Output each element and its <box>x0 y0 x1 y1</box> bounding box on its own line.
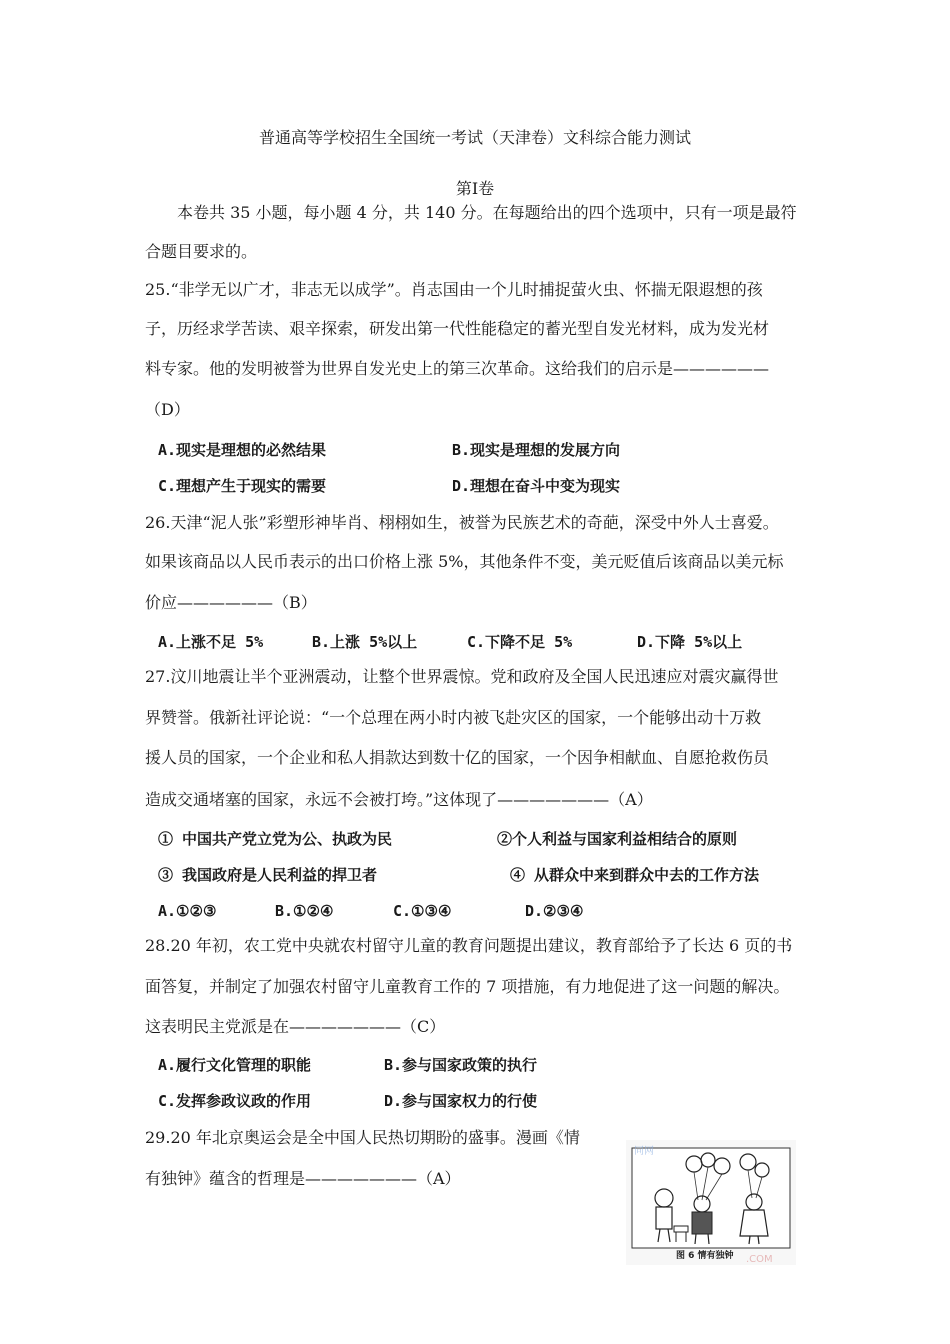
q28-option-a: A.履行文化管理的职能 <box>158 1056 312 1074</box>
q27-line-3: 援人员的国家，一个企业和私人捐款达到数十亿的国家，一个因争相献血、自愿抢救伤员 <box>145 748 770 767</box>
q27-item-2: ②个人利益与国家利益相结合的原则 <box>497 830 738 848</box>
q25-option-c: C.理想产生于现实的需要 <box>158 477 327 495</box>
q27-item-1: ① 中国共产党立党为公、执政为民 <box>158 830 393 848</box>
q28-line-1: 28.20 年初，农工党中央就农村留守儿童的教育问题提出建议，教育部给予了长达 6 页的书 <box>145 936 793 955</box>
page-title: 普通高等学校招生全国统一考试（天津卷）文科综合能力测试 <box>258 128 691 147</box>
q26-line-2: 如果该商品以人民币表示的出口价格上涨 5%，其他条件不变，美元贬值后该商品以美元标 <box>145 552 784 571</box>
svg-text:同网: 同网 <box>634 1146 654 1157</box>
cartoon-drawing <box>626 1140 796 1265</box>
q27-item-3: ③ 我国政府是人民利益的捍卫者 <box>158 866 378 884</box>
intro-line-2: 合题目要求的。 <box>145 242 258 261</box>
q27-option-b: B.①②④ <box>275 902 334 920</box>
q28-line-3: 这表明民主党派是在———————（C） <box>145 1017 446 1036</box>
intro-line-1: 本卷共 35 小题，每小题 4 分，共 140 分。在每题给出的四个选项中，只有一项是最符 <box>177 203 797 222</box>
q26-line-3: 价应——————（B） <box>145 593 317 612</box>
q25-option-d: D.理想在奋斗中变为现实 <box>452 477 621 495</box>
q28-option-d: D.参与国家权力的行使 <box>384 1092 538 1110</box>
q25-option-a: A.现实是理想的必然结果 <box>158 441 327 459</box>
q25-answer: （D） <box>145 400 190 419</box>
svg-text:.COM: .COM <box>746 1254 773 1265</box>
q26-option-d: D.下降 5%以上 <box>637 633 743 651</box>
q26-option-b: B.上涨 5%以上 <box>312 633 418 651</box>
q26-option-c: C.下降不足 5% <box>467 633 573 651</box>
cartoon-caption: 图 6 情有独钟 <box>676 1251 734 1261</box>
cartoon-image <box>626 1140 796 1265</box>
q28-option-b: B.参与国家政策的执行 <box>384 1056 538 1074</box>
q27-line-1: 27.汶川地震让半个亚洲震动，让整个世界震惊。党和政府及全国人民迅速应对震灾赢得世 <box>145 667 779 686</box>
q26-line-1: 26.天津“泥人张”彩塑形神毕肖、栩栩如生，被誉为民族艺术的奇葩，深受中外人士喜爱。 <box>145 513 779 532</box>
q27-line-4: 造成交通堵塞的国家，永远不会被打垮。”这体现了———————（A） <box>145 790 653 809</box>
q27-line-2: 界赞誉。俄新社评论说：“一个总理在两小时内被飞赴灾区的国家，一个能够出动十万救 <box>145 708 762 727</box>
q27-option-d: D.②③④ <box>525 902 584 920</box>
q28-line-2: 面答复，并制定了加强农村留守儿童教育工作的 7 项措施，有力地促进了这一问题的解决。 <box>145 977 790 996</box>
q29-line-1: 29.20 年北京奥运会是全中国人民热切期盼的盛事。漫画《情 <box>145 1128 580 1147</box>
q26-option-a: A.上涨不足 5% <box>158 633 264 651</box>
q27-option-c: C.①③④ <box>393 902 452 920</box>
q29-line-2: 有独钟》蕴含的哲理是———————（A） <box>145 1169 461 1188</box>
q27-option-a: A.①②③ <box>158 902 217 920</box>
q25-line-2: 子，历经求学苦读、艰辛探索，研发出第一代性能稳定的蓄光型自发光材料，成为发光材 <box>145 319 770 338</box>
q25-line-1: 25.“非学无以广才，非志无以成学”。肖志国由一个儿时捕捉萤火虫、怀揣无限遐想的孩 <box>145 280 763 299</box>
q28-option-c: C.发挥参政议政的作用 <box>158 1092 312 1110</box>
section-title: 第Ⅰ卷 <box>455 179 495 198</box>
q25-line-3: 料专家。他的发明被誉为世界自发光史上的第三次革命。这给我们的启示是—————— <box>145 359 770 378</box>
q27-item-4: ④ 从群众中来到群众中去的工作方法 <box>510 866 760 884</box>
q25-option-b: B.现实是理想的发展方向 <box>452 441 621 459</box>
